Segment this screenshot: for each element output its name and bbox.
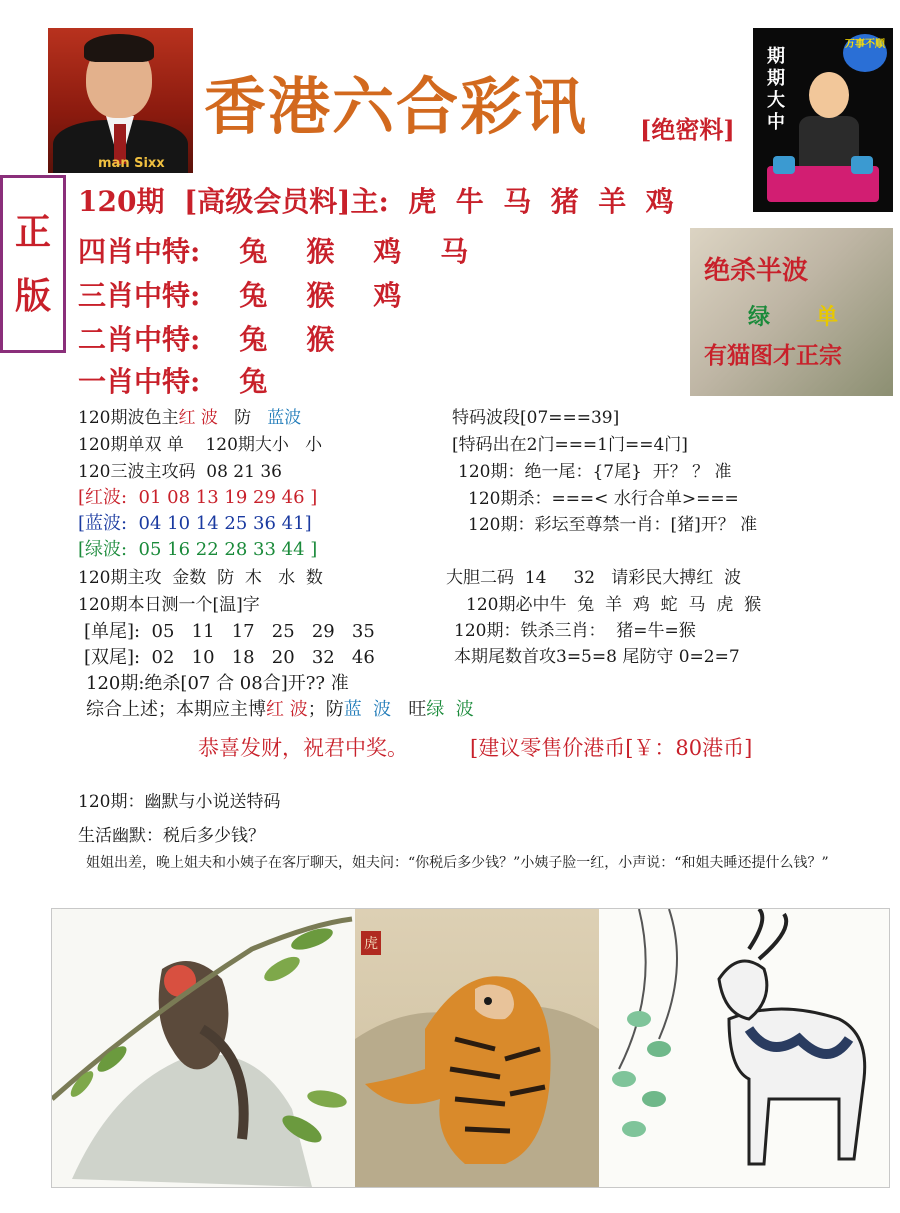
three-zodiac-line: 三肖中特: 兔 猴 鸡 (78, 279, 402, 312)
monkey-illustration (52, 909, 355, 1187)
tail-kill-line: 120期：绝一尾：{7尾} 开？ ？ 准 (458, 462, 732, 482)
wave-color-line: 120期波色主红 波 防 蓝波 (78, 408, 302, 428)
must-win-line: 120期必中牛 兔 羊 鸡 蛇 马 虎 猴 (466, 595, 762, 615)
iron-kill-line: 120期：铁杀三肖： 猪=牛=猴 (454, 621, 696, 641)
single-tail-line: [单尾]: 05 11 17 25 29 35 (84, 621, 375, 642)
congrats-text: 恭喜发财，祝君中奖。 (198, 736, 408, 760)
main-zodiac-line: 120期 [高级会员料]主: 虎 牛 马 猪 羊 鸡 (78, 185, 674, 218)
portrait-hair (84, 34, 154, 62)
red-wave-numbers: [红波: 01 08 13 19 29 46 ] (78, 487, 318, 508)
special-wave-line: 特码波段[07===39] (452, 408, 620, 428)
portrait-photo (48, 28, 193, 173)
tiger-painting (355, 909, 599, 1187)
cartoon-body (799, 116, 859, 168)
cartoon-vertical-text: 期期大中 (767, 46, 785, 133)
cat-box-caption: 有猫图才正宗 (704, 342, 842, 369)
special-door-line: [特码出在2门===1门==4门] (452, 435, 688, 455)
zodiac-painting-strip (51, 908, 890, 1188)
double-tail-line: [双尾]: 02 10 18 20 32 46 (84, 647, 375, 668)
monkey-painting (52, 909, 355, 1187)
cat-box-title: 绝杀半波 (704, 256, 809, 286)
cat-image-box (690, 228, 893, 396)
tiger-seal-text: 虎 (364, 936, 378, 952)
element-kill-line: 120期杀：===< 水行合单>=== (468, 489, 739, 509)
price-text: [建议零售价港币[￥：80港币] (470, 736, 753, 760)
tiger-illustration (355, 909, 599, 1187)
badge-char: 正 (14, 211, 51, 253)
cartoon-jar (851, 156, 873, 174)
kill-line: 120期:绝杀[07 合 08合]开?? 准 (86, 673, 349, 694)
cartoon-image (753, 28, 893, 212)
tail-attack-line: 本期尾数首攻3=5=8 尾防守 0=2=7 (454, 647, 740, 667)
three-wave-line: 120三波主攻码 08 21 36 (78, 462, 282, 482)
page-title: 香港六合彩讯 (204, 70, 589, 143)
badge-char: 版 (14, 275, 51, 317)
two-zodiac-line: 二肖中特: 兔 猴 (78, 323, 335, 356)
cartoon-head (809, 72, 849, 118)
joke-title: 生活幽默：税后多少钱？ (78, 826, 265, 846)
two-numbers-line: 大胆二码 14 32 请彩民大搏红 波 (446, 568, 742, 588)
char-test-line: 120期本日测一个[温]字 (78, 595, 260, 615)
authentic-badge (0, 175, 66, 353)
one-zodiac-line: 一肖中特: 兔 (78, 365, 268, 398)
blue-wave-numbers: [蓝波: 04 10 14 25 36 41] (78, 513, 312, 534)
green-wave-numbers: [绿波: 05 16 22 28 33 44 ] (78, 539, 318, 560)
cartoon-jar (773, 156, 795, 174)
cartoon-bubble: 万事不顺 (843, 34, 887, 72)
joke-body: 姐姐出差，晚上姐夫和小姨子在客厅聊天，姐夫问：“你税后多少钱？”小姨子脸一红，小声说：“和姐夫睡还提什么钱？” (86, 855, 829, 871)
cat-box-yellow: 单 (816, 304, 839, 330)
portrait-logo: man Sixx (98, 156, 165, 171)
four-zodiac-line: 四肖中特: 兔 猴 鸡 马 (78, 235, 469, 268)
cat-box-green: 绿 (748, 304, 771, 330)
main-attack-line: 120期主攻 金数 防 木 水 数 (78, 568, 323, 588)
goat-illustration (599, 909, 889, 1187)
goat-painting (599, 909, 889, 1187)
summary-line: 综合上述；本期应主博红 波；防蓝 波 旺绿 波 (86, 699, 474, 720)
page-subtitle: [绝密料] (640, 115, 735, 144)
odd-even-line: 120期单双 单 120期大小 小 (78, 435, 323, 455)
humor-title: 120期：幽默与小说送特码 (78, 792, 281, 812)
forbidden-zodiac-line: 120期：彩坛至尊禁一肖：[猪]开？ 准 (468, 515, 758, 535)
